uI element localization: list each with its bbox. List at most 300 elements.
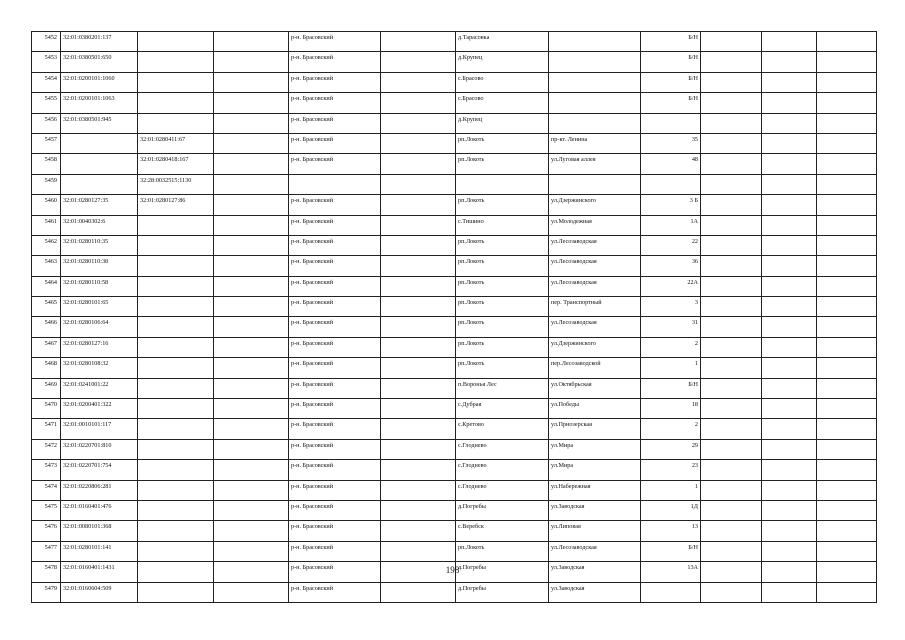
cadastral-number-cell: 32:01:0220701:810 (61, 439, 138, 459)
empty-cell (817, 72, 877, 92)
house-number-cell: 35 (641, 133, 701, 153)
cadastral-number-cell: 32:01:0280101:65 (61, 297, 138, 317)
empty-cell (214, 276, 289, 296)
empty-cell (701, 276, 762, 296)
street-cell: ул.Липовая (549, 521, 641, 541)
cadastral-number-cell: 32:01:0040302:6 (61, 215, 138, 235)
district-cell (289, 174, 381, 194)
house-number-cell: Б/Н (641, 378, 701, 398)
district-cell: р-н. Брасовский (289, 52, 381, 72)
locality-cell: с.Глоднево (456, 480, 549, 500)
cadastral-number-2-cell (138, 276, 214, 296)
cadastral-number-2-cell (138, 378, 214, 398)
table-row (32, 500, 877, 520)
district-cell: р-н. Брасовский (289, 235, 381, 255)
cadastral-number-cell: 32:01:0280127:35 (61, 195, 138, 215)
locality-cell: с.Брасово (456, 72, 549, 92)
cadastral-number-2-cell (138, 358, 214, 378)
empty-cell (762, 256, 817, 276)
empty-cell (214, 256, 289, 276)
street-cell: пер.Лесозаводской (549, 358, 641, 378)
house-number-cell: 3 (641, 297, 701, 317)
district-cell: р-н. Брасовский (289, 337, 381, 357)
district-cell: р-н. Брасовский (289, 72, 381, 92)
district-cell: р-н. Брасовский (289, 399, 381, 419)
cadastral-number-cell (61, 154, 138, 174)
table-row (32, 32, 877, 52)
empty-cell (214, 52, 289, 72)
row-number-cell: 5461 (32, 215, 61, 235)
empty-cell (214, 154, 289, 174)
empty-cell (701, 32, 762, 52)
empty-cell (381, 378, 456, 398)
cadastral-number-2-cell (138, 235, 214, 255)
street-cell (549, 113, 641, 133)
empty-cell (381, 399, 456, 419)
empty-cell (762, 439, 817, 459)
empty-cell (701, 460, 762, 480)
cadastral-number-cell: 32:01:0241001:22 (61, 378, 138, 398)
table-row (32, 195, 877, 215)
empty-cell (701, 215, 762, 235)
empty-cell (701, 113, 762, 133)
empty-cell (381, 460, 456, 480)
cadastral-number-cell (61, 174, 138, 194)
empty-cell (381, 480, 456, 500)
cadastral-number-2-cell (138, 582, 214, 602)
empty-cell (701, 500, 762, 520)
empty-cell (701, 317, 762, 337)
locality-cell: д.Погребы (456, 500, 549, 520)
empty-cell (762, 235, 817, 255)
district-cell: р-н. Брасовский (289, 133, 381, 153)
row-number-cell: 5456 (32, 113, 61, 133)
empty-cell (817, 256, 877, 276)
cadastral-number-cell: 32:01:0380501:945 (61, 113, 138, 133)
row-number-cell: 5477 (32, 541, 61, 561)
empty-cell (762, 174, 817, 194)
empty-cell (381, 419, 456, 439)
locality-cell: рп.Локоть (456, 195, 549, 215)
empty-cell (214, 297, 289, 317)
empty-cell (381, 439, 456, 459)
row-number-cell: 5463 (32, 256, 61, 276)
cadastral-number-2-cell (138, 500, 214, 520)
table-row (32, 52, 877, 72)
locality-cell: рп.Локоть (456, 297, 549, 317)
cadastral-number-2-cell (138, 32, 214, 52)
row-number-cell: 5458 (32, 154, 61, 174)
cadastral-number-2-cell (138, 399, 214, 419)
empty-cell (817, 133, 877, 153)
row-number-cell: 5467 (32, 337, 61, 357)
district-cell: р-н. Брасовский (289, 256, 381, 276)
cadastral-number-cell (61, 133, 138, 153)
street-cell: ул.Приозерская (549, 419, 641, 439)
house-number-cell: 36 (641, 256, 701, 276)
house-number-cell: Б/Н (641, 541, 701, 561)
district-cell: р-н. Брасовский (289, 419, 381, 439)
district-cell: р-н. Брасовский (289, 215, 381, 235)
empty-cell (817, 337, 877, 357)
street-cell: пр-кт. Ленина (549, 133, 641, 153)
empty-cell (214, 195, 289, 215)
empty-cell (214, 113, 289, 133)
empty-cell (817, 297, 877, 317)
cadastral-number-2-cell (138, 521, 214, 541)
locality-cell: рп.Локоть (456, 133, 549, 153)
district-cell: р-н. Брасовский (289, 195, 381, 215)
table-row (32, 174, 877, 194)
table-row (32, 439, 877, 459)
row-number-cell: 5476 (32, 521, 61, 541)
district-cell: р-н. Брасовский (289, 562, 381, 582)
empty-cell (701, 133, 762, 153)
empty-cell (214, 133, 289, 153)
empty-cell (214, 541, 289, 561)
house-number-cell: 18 (641, 399, 701, 419)
empty-cell (381, 113, 456, 133)
empty-cell (762, 52, 817, 72)
cadastral-number-2-cell (138, 317, 214, 337)
empty-cell (381, 72, 456, 92)
empty-cell (214, 337, 289, 357)
empty-cell (817, 52, 877, 72)
locality-cell: с.Тишино (456, 215, 549, 235)
empty-cell (381, 276, 456, 296)
district-cell: р-н. Брасовский (289, 460, 381, 480)
empty-cell (817, 235, 877, 255)
district-cell: р-н. Брасовский (289, 378, 381, 398)
locality-cell: рп.Локоть (456, 235, 549, 255)
empty-cell (381, 133, 456, 153)
house-number-cell: 1Д (641, 500, 701, 520)
house-number-cell (641, 174, 701, 194)
empty-cell (381, 297, 456, 317)
street-cell: ул.Луговая аллея (549, 154, 641, 174)
street-cell: ул.Дзержинского (549, 195, 641, 215)
empty-cell (762, 500, 817, 520)
locality-cell (456, 174, 549, 194)
cadastral-number-2-cell (138, 52, 214, 72)
cadastral-number-cell: 32:01:0010101:117 (61, 419, 138, 439)
empty-cell (214, 235, 289, 255)
locality-cell: рп.Локоть (456, 337, 549, 357)
empty-cell (817, 154, 877, 174)
empty-cell (381, 500, 456, 520)
empty-cell (701, 358, 762, 378)
empty-cell (817, 317, 877, 337)
table-row (32, 256, 877, 276)
cadastral-number-cell: 32:01:0380201:137 (61, 32, 138, 52)
district-cell: р-н. Брасовский (289, 276, 381, 296)
cadastral-number-2-cell (138, 256, 214, 276)
street-cell: ул.Октябрьская (549, 378, 641, 398)
row-number-cell: 5452 (32, 32, 61, 52)
row-number-cell: 5460 (32, 195, 61, 215)
locality-cell: д.Тарасовка (456, 32, 549, 52)
table-row (32, 93, 877, 113)
empty-cell (817, 460, 877, 480)
empty-cell (214, 439, 289, 459)
empty-cell (701, 439, 762, 459)
row-number-cell: 5466 (32, 317, 61, 337)
cadastral-number-2-cell (138, 541, 214, 561)
street-cell: ул.Лесозаводская (549, 541, 641, 561)
table-row (32, 358, 877, 378)
cadastral-number-cell: 32:01:0160401:476 (61, 500, 138, 520)
empty-cell (762, 72, 817, 92)
cadastral-number-2-cell (138, 460, 214, 480)
locality-cell: с.Глоднево (456, 460, 549, 480)
locality-cell: с.Веребск (456, 521, 549, 541)
district-cell: р-н. Брасовский (289, 317, 381, 337)
empty-cell (214, 582, 289, 602)
empty-cell (214, 358, 289, 378)
table-row (32, 113, 877, 133)
empty-cell (381, 582, 456, 602)
cadastral-number-2-cell (138, 113, 214, 133)
empty-cell (381, 93, 456, 113)
locality-cell: рп.Локоть (456, 541, 549, 561)
house-number-cell (641, 582, 701, 602)
cadastral-number-cell: 32:01:0160401:1431 (61, 562, 138, 582)
empty-cell (214, 32, 289, 52)
table-row (32, 582, 877, 602)
cadastral-number-2-cell (138, 297, 214, 317)
empty-cell (701, 235, 762, 255)
empty-cell (214, 460, 289, 480)
street-cell (549, 32, 641, 52)
empty-cell (701, 256, 762, 276)
cadastral-number-2-cell (138, 215, 214, 235)
empty-cell (817, 215, 877, 235)
street-cell: ул.Набережная (549, 480, 641, 500)
locality-cell: рп.Локоть (456, 256, 549, 276)
empty-cell (762, 317, 817, 337)
empty-cell (214, 378, 289, 398)
house-number-cell: 22А (641, 276, 701, 296)
row-number-cell: 5462 (32, 235, 61, 255)
empty-cell (214, 500, 289, 520)
empty-cell (214, 419, 289, 439)
table-row (32, 154, 877, 174)
empty-cell (701, 521, 762, 541)
empty-cell (381, 256, 456, 276)
cadastral-number-2-cell (138, 439, 214, 459)
district-cell: р-н. Брасовский (289, 500, 381, 520)
table-row (32, 235, 877, 255)
house-number-cell: Б/Н (641, 52, 701, 72)
empty-cell (817, 378, 877, 398)
empty-cell (701, 195, 762, 215)
empty-cell (701, 154, 762, 174)
house-number-cell: Б/Н (641, 72, 701, 92)
row-number-cell: 5473 (32, 460, 61, 480)
street-cell (549, 174, 641, 194)
empty-cell (762, 460, 817, 480)
empty-cell (701, 52, 762, 72)
cadastral-number-cell: 32:01:0280101:141 (61, 541, 138, 561)
empty-cell (214, 174, 289, 194)
table-row (32, 378, 877, 398)
locality-cell: д.Крупец (456, 52, 549, 72)
cadastral-number-2-cell (138, 480, 214, 500)
table-row (32, 276, 877, 296)
empty-cell (817, 32, 877, 52)
empty-cell (817, 480, 877, 500)
empty-cell (817, 439, 877, 459)
row-number-cell: 5471 (32, 419, 61, 439)
table-row (32, 297, 877, 317)
row-number-cell: 5464 (32, 276, 61, 296)
locality-cell: д.Крупец (456, 113, 549, 133)
district-cell: р-н. Брасовский (289, 113, 381, 133)
street-cell: ул.Лесозаводская (549, 317, 641, 337)
cadastral-number-cell: 32:01:0280108:32 (61, 358, 138, 378)
empty-cell (381, 174, 456, 194)
empty-cell (817, 276, 877, 296)
empty-cell (381, 52, 456, 72)
empty-cell (817, 500, 877, 520)
table-row (32, 419, 877, 439)
house-number-cell: 2 (641, 337, 701, 357)
cadastral-number-2-cell (138, 93, 214, 113)
empty-cell (701, 72, 762, 92)
table-row (32, 399, 877, 419)
locality-cell: рп.Локоть (456, 317, 549, 337)
house-number-cell: Б/Н (641, 93, 701, 113)
empty-cell (701, 419, 762, 439)
house-number-cell: Б/Н (641, 32, 701, 52)
table-row (32, 541, 877, 561)
empty-cell (701, 582, 762, 602)
row-number-cell: 5457 (32, 133, 61, 153)
empty-cell (817, 174, 877, 194)
empty-cell (762, 337, 817, 357)
street-cell: ул.Дзержинского (549, 337, 641, 357)
row-number-cell: 5474 (32, 480, 61, 500)
empty-cell (701, 541, 762, 561)
district-cell: р-н. Брасовский (289, 582, 381, 602)
empty-cell (214, 72, 289, 92)
table-row (32, 215, 877, 235)
street-cell (549, 93, 641, 113)
house-number-cell: 2 (641, 419, 701, 439)
row-number-cell: 5455 (32, 93, 61, 113)
row-number-cell: 5478 (32, 562, 61, 582)
empty-cell (762, 297, 817, 317)
row-number-cell: 5469 (32, 378, 61, 398)
empty-cell (701, 174, 762, 194)
cadastral-number-2-cell (138, 337, 214, 357)
locality-cell: рп.Локоть (456, 276, 549, 296)
street-cell: ул.Лесозаводская (549, 256, 641, 276)
table-row (32, 460, 877, 480)
empty-cell (381, 521, 456, 541)
empty-cell (762, 480, 817, 500)
cadastral-number-cell: 32:01:0220806:281 (61, 480, 138, 500)
table-row (32, 480, 877, 500)
empty-cell (214, 399, 289, 419)
empty-cell (762, 195, 817, 215)
house-number-cell (641, 113, 701, 133)
row-number-cell: 5479 (32, 582, 61, 602)
empty-cell (817, 113, 877, 133)
house-number-cell: 1А (641, 215, 701, 235)
empty-cell (214, 480, 289, 500)
cadastral-number-cell: 32:01:0160604:509 (61, 582, 138, 602)
cadastral-number-cell: 32:01:0200401:322 (61, 399, 138, 419)
cadastral-number-cell: 32:01:0280110:38 (61, 256, 138, 276)
empty-cell (701, 378, 762, 398)
locality-cell: с.Брасово (456, 93, 549, 113)
empty-cell (817, 521, 877, 541)
empty-cell (762, 419, 817, 439)
cadastral-number-cell: 32:01:0380501:650 (61, 52, 138, 72)
cadastral-number-cell: 32:01:0080101:368 (61, 521, 138, 541)
cadastral-number-2-cell (138, 419, 214, 439)
empty-cell (701, 480, 762, 500)
locality-cell: рп.Локоть (456, 358, 549, 378)
street-cell: ул.Мира (549, 439, 641, 459)
empty-cell (762, 582, 817, 602)
cadastral-number-2-cell: 32:01:0280418:167 (138, 154, 214, 174)
row-number-cell: 5465 (32, 297, 61, 317)
district-cell: р-н. Брасовский (289, 521, 381, 541)
street-cell: ул.Заводская (549, 562, 641, 582)
empty-cell (762, 358, 817, 378)
locality-cell: с.Кретово (456, 419, 549, 439)
empty-cell (762, 133, 817, 153)
cadastral-number-cell: 32:01:0280110:58 (61, 276, 138, 296)
row-number-cell: 5472 (32, 439, 61, 459)
house-number-cell: 22 (641, 235, 701, 255)
empty-cell (214, 521, 289, 541)
registry-table (31, 31, 877, 603)
house-number-cell: 13А (641, 562, 701, 582)
empty-cell (762, 276, 817, 296)
empty-cell (762, 378, 817, 398)
house-number-cell: 23 (641, 460, 701, 480)
empty-cell (381, 215, 456, 235)
cadastral-number-2-cell (138, 72, 214, 92)
cadastral-number-cell: 32:01:0280110:35 (61, 235, 138, 255)
locality-cell: с.Дубрая (456, 399, 549, 419)
empty-cell (701, 399, 762, 419)
empty-cell (762, 113, 817, 133)
empty-cell (762, 399, 817, 419)
empty-cell (817, 419, 877, 439)
empty-cell (762, 521, 817, 541)
empty-cell (762, 541, 817, 561)
empty-cell (762, 32, 817, 52)
cadastral-number-cell: 32:01:0200101:1063 (61, 93, 138, 113)
table-row (32, 521, 877, 541)
empty-cell (701, 297, 762, 317)
house-number-cell: 3 Б (641, 195, 701, 215)
empty-cell (817, 582, 877, 602)
row-number-cell: 5453 (32, 52, 61, 72)
district-cell: р-н. Брасовский (289, 93, 381, 113)
district-cell: р-н. Брасовский (289, 358, 381, 378)
table-body (32, 32, 877, 603)
empty-cell (381, 32, 456, 52)
empty-cell (381, 235, 456, 255)
page-number: 198 (445, 565, 460, 575)
street-cell: ул.Победы (549, 399, 641, 419)
empty-cell (381, 358, 456, 378)
